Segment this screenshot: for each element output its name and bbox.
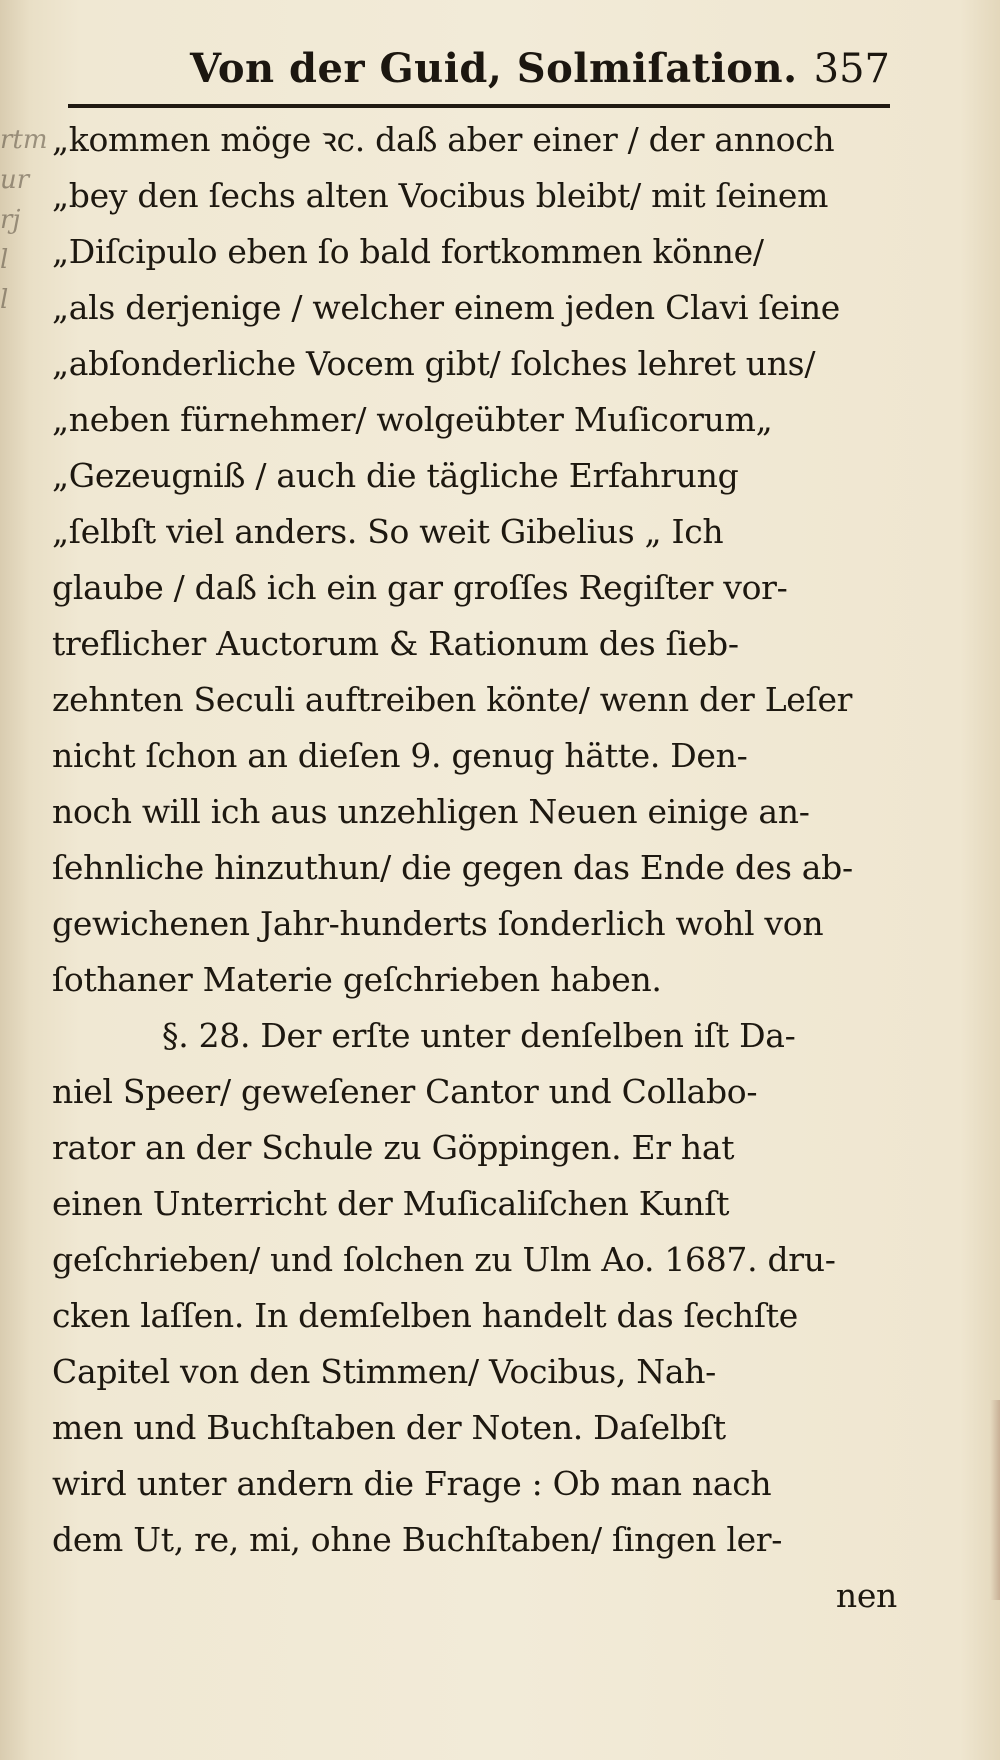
text-line: einen Unterricht der Muſicaliſchen Kunſt xyxy=(52,1184,730,1223)
bleed-fragment: l xyxy=(0,285,9,315)
page-number: 357 xyxy=(813,46,890,92)
text-line: „neben fürnehmer/ wolgeübter Muſicorum„ xyxy=(52,400,773,439)
text-line: Capitel von den Stimmen/ Vocibus, Nah- xyxy=(52,1352,717,1391)
text-line: wird unter andern die Frage : Ob man nach xyxy=(52,1464,772,1503)
bleed-fragment: ur xyxy=(0,165,30,195)
paragraph-start-line: §. 28. Der erſte unter denſelben iſt Da- xyxy=(162,1016,796,1055)
text-line: cken laſſen. In demſelben handelt das ſechſte xyxy=(52,1296,798,1335)
text-line: noch will ich aus unzehligen Neuen einige an- xyxy=(52,792,810,831)
text-line: nicht ſchon an dieſen 9. genug hätte. Den- xyxy=(52,736,748,775)
text-line: geſchrieben/ und ſolchen zu Ulm Ao. 1687. dru- xyxy=(52,1240,836,1279)
text-line: „abſonderliche Vocem gibt/ ſolches lehret uns/ xyxy=(52,344,816,383)
bleed-fragment: l xyxy=(0,245,9,275)
text-line: „ſelbſt viel anders. So weit Gibelius „ Ich xyxy=(52,512,724,551)
text-line: gewichenen Jahr-hunderts ſonderlich wohl von xyxy=(52,904,824,943)
text-line: rator an der Schule zu Göppingen. Er hat xyxy=(52,1128,735,1167)
page-edge-stain xyxy=(990,1400,1000,1600)
catchword: nen xyxy=(835,1576,897,1615)
running-title: Von der Guid, Solmiſation. xyxy=(190,45,798,92)
bleed-through-text xyxy=(0,120,48,420)
text-line: glaube / daß ich ein gar groſſes Regiſter vor- xyxy=(52,568,788,607)
text-line: men und Buchſtaben der Noten. Daſelbſt xyxy=(52,1408,726,1447)
bleed-fragment: rtm xyxy=(0,125,48,155)
text-line: zehnten Seculi auftreiben könte/ wenn der Leſer xyxy=(52,680,853,719)
text-line: „Gezeugniß / auch die tägliche Erfahrung xyxy=(52,456,739,495)
text-line: „bey den ſechs alten Vocibus bleibt/ mit ſeinem xyxy=(52,176,829,215)
header-rule xyxy=(68,104,890,108)
text-line: ſehnliche hinzuthun/ die gegen das Ende des ab- xyxy=(52,848,853,887)
text-line: „kommen möge ꝛc. daß aber einer / der annoch xyxy=(52,120,835,159)
page-header xyxy=(70,40,890,98)
text-line: treflicher Auctorum & Rationum des ſieb- xyxy=(52,624,739,663)
body-text xyxy=(52,112,897,1624)
text-line: ſothaner Materie geſchrieben haben. xyxy=(52,960,662,999)
text-line: dem Ut, re, mi, ohne Buchſtaben/ ſingen ler- xyxy=(52,1520,783,1559)
text-line: niel Speer/ geweſener Cantor und Collabo- xyxy=(52,1072,758,1111)
text-line: „Diſcipulo eben ſo bald fortkommen könne/ xyxy=(52,232,764,271)
bleed-fragment: rj xyxy=(0,205,21,235)
text-line: „als derjenige / welcher einem jeden Clavi ſeine xyxy=(52,288,841,327)
